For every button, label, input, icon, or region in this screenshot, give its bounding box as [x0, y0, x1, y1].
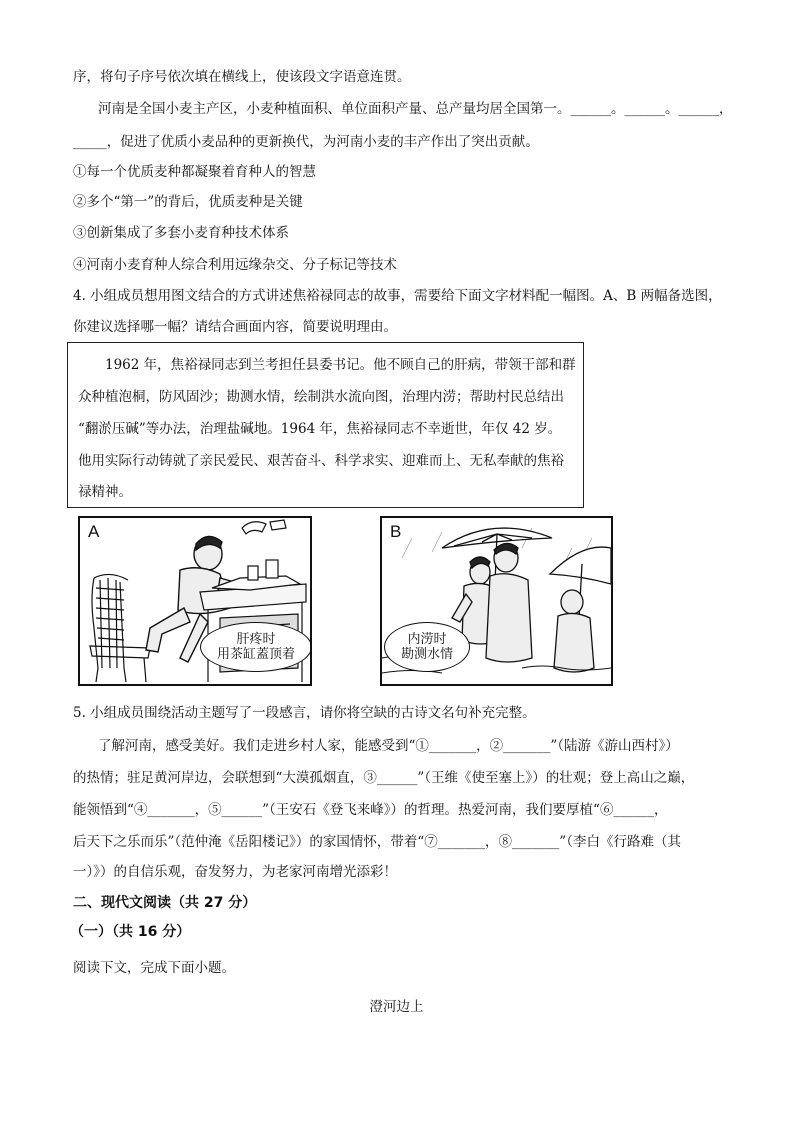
q5-para-line-1: 了解河南，感受美好。我们走进乡村人家，能感受到“①_______，②_______”（陆游《游山西村》）: [98, 738, 679, 754]
intro-line: 序，将句子序号依次填在横线上，使该段文字语意连贯。: [73, 69, 411, 85]
option-2: ②多个“第一”的背后，优质麦种是关键: [73, 194, 303, 210]
material-line: 他用实际行动铸就了亲民爱民、艰苦奋斗、科学求实、迎难而上、无私奉献的焦裕: [78, 453, 564, 469]
q5-para-line-4: 后天下之乐而乐”（范仲淹《岳阳楼记》）的家国情怀，带着“⑦_______，⑧_______”（李白《行路难（其: [73, 834, 681, 850]
section-2-subtitle: （一）（共 16 分）: [70, 924, 191, 940]
q5-para-line-3: 能领悟到“④_______，⑤______”（王安石《登飞来峰》）的哲理。热爱河南，我们要厚植“⑥______，: [73, 802, 668, 818]
q5-para-line-2: 的热情；驻足黄河岸边，会联想到“大漠孤烟直，③______”（王维《使至塞上》）的壮观；登上高山之巅，: [73, 770, 695, 786]
material-line: 1962 年，焦裕禄同志到兰考担任县委书记。他不顾自己的肝病，带领干部和群: [78, 357, 576, 373]
article-title: 澄河边上: [369, 999, 424, 1015]
material-line: 众种植泡桐，防风固沙；勘测水情，绘制洪水流向图，治理内涝；帮助村民总结出: [78, 389, 564, 405]
q5-line-1: 5. 小组成员围绕活动主题写了一段感言，请你将空缺的古诗文名句补充完整。: [73, 705, 536, 721]
picture-b-caption-2: 勘测水情: [400, 647, 453, 662]
reading-prompt: 阅读下文，完成下面小题。: [73, 960, 235, 976]
q4-line-1: 4. 小组成员想用图文结合的方式讲述焦裕禄同志的故事，需要给下面文字材料配一幅图。A、B 两幅备选图，: [73, 288, 722, 304]
picture-a-caption-2: 用茶缸蓋顶着: [216, 647, 295, 662]
q3-paragraph-line-1: 河南是全国小麦主产区，小麦种植面积、单位面积产量、总产量均居全国第一。______。______。______，: [98, 101, 733, 117]
picture-a-label: A: [88, 522, 100, 541]
picture-a-speech-bubble: [200, 622, 312, 672]
picture-a-caption-1: 肝疼时: [236, 632, 276, 647]
section-2-title: 二、现代文阅读（共 27 分）: [73, 895, 257, 911]
q3-paragraph-line-2: _____，促进了优质小麦品种的更新换代，为河南小麦的丰产作出了突出贡献。: [73, 134, 539, 150]
material-box: [67, 342, 584, 508]
picture-b-caption-1: 内涝时: [407, 632, 447, 647]
picture-b-label: B: [390, 522, 402, 541]
option-1: ①每一个优质麦种都凝聚着育种人的智慧: [73, 164, 316, 180]
material-line: “翻淤压碱”等办法，治理盐碱地。1964 年，焦裕禄同志不幸逝世，年仅 42 岁。: [78, 421, 562, 437]
q5-para-line-5: 一）》）的自信乐观，奋发努力，为老家河南增光添彩！: [73, 864, 397, 880]
material-line: 禄精神。: [78, 484, 132, 500]
option-4: ④河南小麦育种人综合利用远缘杂交、分子标记等技术: [73, 257, 397, 273]
q4-line-2: 你建议选择哪一幅？请结合画面内容，简要说明理由。: [73, 319, 397, 335]
option-3: ③创新集成了多套小麦育种技术体系: [73, 225, 289, 241]
picture-b: [380, 516, 613, 686]
picture-b-speech-bubble: [384, 622, 470, 672]
picture-a: [78, 516, 312, 686]
